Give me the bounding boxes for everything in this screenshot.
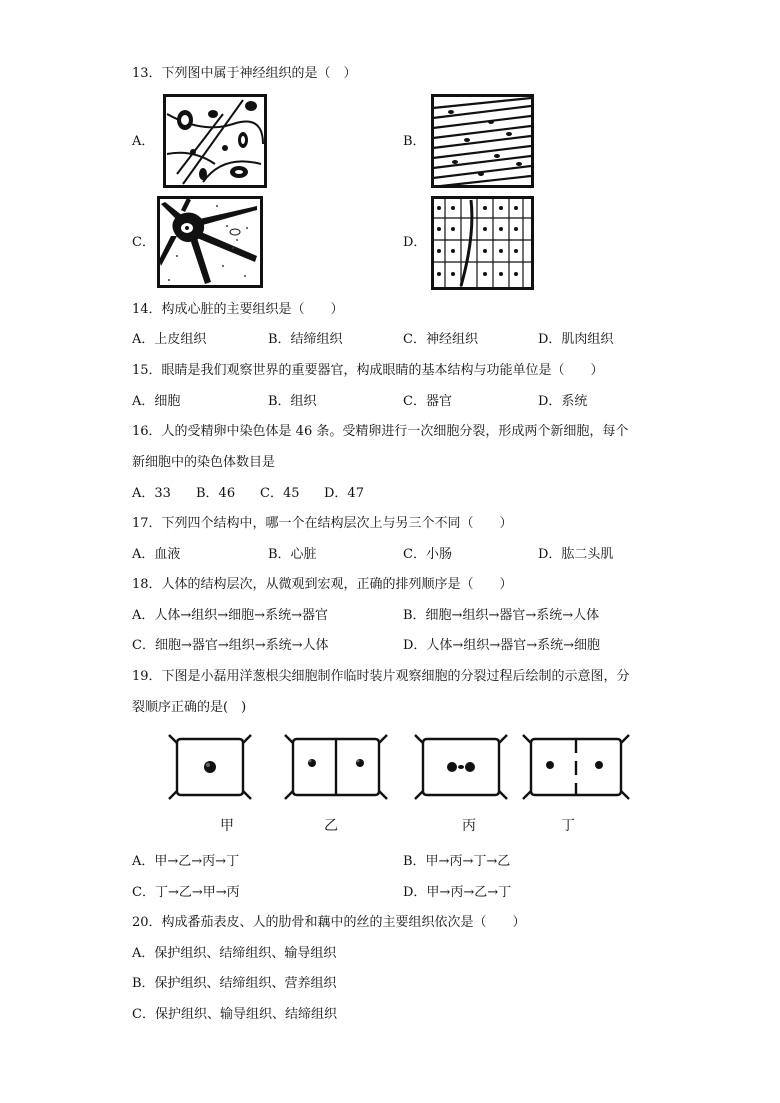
q19-option-a: A．甲→乙→丙→丁 xyxy=(132,854,240,869)
q19-option-d: D．甲→丙→乙→丁 xyxy=(403,885,512,900)
q16-option-d: D．47 xyxy=(324,486,364,501)
q18-option-d: D．人体→组织→器官→系统→细胞 xyxy=(403,638,600,653)
q13-label-a: A． xyxy=(132,134,155,149)
q17-option-c: C．小肠 xyxy=(403,547,452,562)
q19-option-c: C．丁→乙→甲→丙 xyxy=(132,885,240,900)
q17-option-a: A．血液 xyxy=(132,547,181,562)
q18-stem: 18．人体的结构层次，从微观到宏观，正确的排列顺序是（ ） xyxy=(132,577,513,592)
q13-label-c: C． xyxy=(132,235,155,250)
q16-stem-line1: 16．人的受精卵中染色体是 46 条。受精卵进行一次细胞分裂，形成两个新细胞，每个 xyxy=(132,424,629,439)
caption-jia: 甲 xyxy=(220,818,234,834)
q16-option-b: B．46 xyxy=(196,486,236,501)
q18-option-c: C．细胞→器官→组织→系统→人体 xyxy=(132,638,329,653)
q15-option-c: C．器官 xyxy=(403,394,452,409)
q20-stem: 20．构成番茄表皮、人的肋骨和藕中的丝的主要组织依次是（ ） xyxy=(132,915,526,930)
q17-option-b: B．心脏 xyxy=(268,547,317,562)
q18-option-a: A．人体→组织→细胞→系统→器官 xyxy=(132,608,328,623)
q19-stem-line1: 19．下图是小磊用洋葱根尖细胞制作临时装片观察细胞的分裂过程后绘制的示意图，分 xyxy=(132,669,630,684)
q15-stem: 15．眼睛是我们观察世界的重要器官，构成眼睛的基本结构与功能单位是（ ） xyxy=(132,363,604,378)
q14-option-c: C．神经组织 xyxy=(403,332,478,347)
q19-stem-line2: 裂顺序正确的是( ) xyxy=(132,700,247,715)
q14-option-d: D．肌肉组织 xyxy=(538,332,614,347)
q15-option-a: A．细胞 xyxy=(132,394,181,409)
q16-stem-line2: 新细胞中的染色体数目是 xyxy=(132,455,276,470)
q16-option-c: C．45 xyxy=(260,486,300,501)
q13-stem: 13．下列图中属于神经组织的是（ ） xyxy=(132,66,357,81)
caption-ding: 丁 xyxy=(561,818,575,834)
q20-option-a: A．保护组织、结缔组织、输导组织 xyxy=(132,946,337,961)
q17-stem: 17．下列四个结构中，哪一个在结构层次上与另三个不同（ ） xyxy=(132,516,513,531)
figure-a-connective-tissue xyxy=(163,94,267,188)
q15-option-d: D．系统 xyxy=(538,394,588,409)
q14-option-a: A．上皮组织 xyxy=(132,332,207,347)
q13-label-b: B． xyxy=(403,134,426,149)
figure-c-nerve-tissue xyxy=(157,196,263,288)
q14-option-b: B．结缔组织 xyxy=(268,332,343,347)
figure-d-epithelial-tissue xyxy=(431,196,534,290)
caption-bing: 丙 xyxy=(462,818,476,834)
q20-option-c: C．保护组织、输导组织、结缔组织 xyxy=(132,1007,337,1022)
q16-option-a: A．33 xyxy=(132,486,171,501)
figure-b-muscle-tissue xyxy=(431,94,534,188)
q15-option-b: B．组织 xyxy=(268,394,317,409)
q14-stem: 14．构成心脏的主要组织是（ ） xyxy=(132,302,344,317)
cell-division-figure xyxy=(165,733,635,805)
caption-yi: 乙 xyxy=(324,818,338,834)
q18-option-b: B．细胞→组织→器官→系统→人体 xyxy=(403,608,600,623)
q17-option-d: D．肱二头肌 xyxy=(538,547,614,562)
q19-option-b: B．甲→丙→丁→乙 xyxy=(403,854,511,869)
q13-label-d: D． xyxy=(403,235,427,250)
q20-option-b: B．保护组织、结缔组织、营养组织 xyxy=(132,976,337,991)
